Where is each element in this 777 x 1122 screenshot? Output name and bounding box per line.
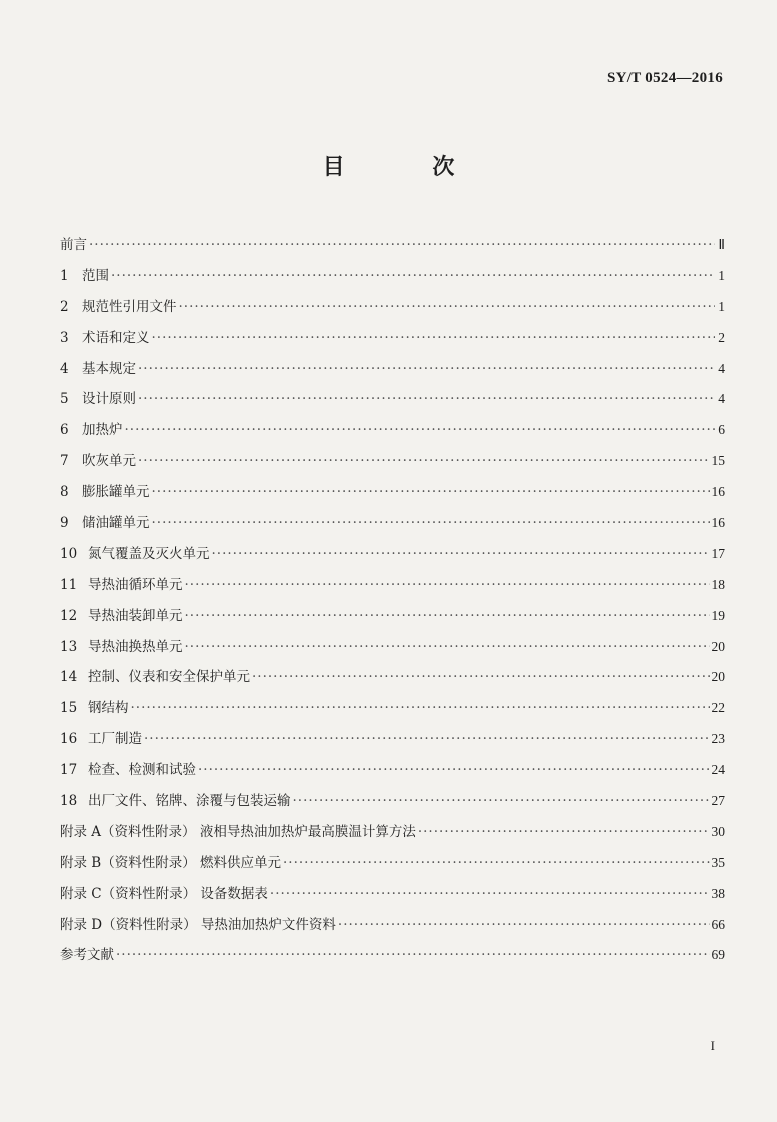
dot-leader (89, 237, 715, 253)
toc-entry-page: 20 (711, 638, 725, 654)
toc-entry-page: 1 (718, 267, 725, 283)
toc-entry-label: 术语和定义 (82, 329, 150, 346)
toc-entry[interactable] (60, 913, 725, 944)
toc-entry-number: 16 (60, 731, 78, 748)
dot-leader (179, 299, 716, 315)
toc-entry[interactable] (60, 789, 725, 820)
dot-leader (144, 731, 710, 747)
toc-entry-number: 7 (60, 453, 69, 470)
toc-entry[interactable] (60, 449, 725, 480)
toc-entry-label: 导热油循环单元 (88, 576, 183, 593)
toc-entry-label: 加热炉 (82, 422, 123, 439)
dot-leader (198, 762, 710, 778)
toc-entry-label: 钢结构 (88, 700, 129, 717)
toc-entry-label: 氮气覆盖及灭火单元 (88, 545, 210, 562)
toc-entry-page: 38 (711, 885, 725, 901)
toc-entry[interactable] (60, 665, 725, 696)
toc-entry-label: 膨胀罐单元 (82, 484, 150, 501)
toc-entry[interactable] (60, 326, 725, 357)
dot-leader (212, 546, 710, 562)
dot-leader (138, 453, 710, 469)
toc-entry-page: 18 (711, 576, 725, 592)
toc-entry-label: 检查、检测和试验 (88, 762, 196, 779)
dot-leader (270, 886, 710, 902)
dot-leader (185, 639, 710, 655)
toc-entry[interactable] (60, 758, 725, 789)
dot-leader (283, 855, 709, 871)
dot-leader (116, 947, 710, 963)
toc-entry-page: 4 (718, 360, 725, 376)
toc-entry[interactable] (60, 635, 725, 666)
toc-entry[interactable] (60, 573, 725, 604)
toc-entry[interactable] (60, 851, 725, 882)
toc-entry-page: 27 (711, 793, 725, 809)
toc-entry-page: 16 (711, 484, 725, 500)
dot-leader (338, 917, 710, 933)
toc-entry-page: 69 (711, 947, 725, 963)
toc-entry-label: 附录 A（资料性附录） 液相导热油加热炉最高膜温计算方法 (60, 823, 416, 840)
dot-leader (138, 361, 715, 377)
toc-entry-label: 附录 B（资料性附录） 燃料供应单元 (60, 854, 282, 871)
toc-entry-label: 附录 C（资料性附录） 设备数据表 (60, 885, 268, 902)
toc-entry-number: 17 (60, 762, 78, 779)
toc-entry[interactable] (60, 943, 725, 974)
dot-leader (125, 422, 716, 438)
dot-leader (131, 700, 710, 716)
toc-entry-label: 工厂制造 (88, 731, 142, 748)
dot-leader (293, 793, 710, 809)
dot-leader (138, 391, 715, 407)
toc-entry-label: 导热油换热单元 (88, 638, 183, 655)
toc-entry[interactable] (60, 480, 725, 511)
toc-entry-label: 吹灰单元 (82, 453, 136, 470)
toc-entry-number: 5 (60, 391, 69, 408)
toc-entry-number: 15 (60, 700, 78, 717)
toc-entry-number: 12 (60, 607, 78, 624)
toc-entry-page: 22 (711, 700, 725, 716)
page-title: 目 次 (322, 154, 495, 180)
toc-entry[interactable] (60, 696, 725, 727)
toc-entry-page: 15 (711, 453, 725, 469)
dot-leader (152, 515, 710, 531)
toc-entry-label: 出厂文件、铭牌、涂覆与包装运输 (88, 793, 291, 810)
toc-entry-page: 35 (711, 854, 725, 870)
toc-entry[interactable] (60, 387, 725, 418)
toc-entry-number: 14 (60, 669, 78, 686)
toc-entry-label: 规范性引用文件 (82, 298, 177, 315)
toc-entry-number: 3 (60, 329, 69, 346)
toc-entry-label: 范围 (82, 267, 109, 284)
dot-leader (111, 268, 715, 284)
toc-entry-page: 19 (711, 607, 725, 623)
dot-leader (185, 608, 710, 624)
standard-code: SY/T 0524—2016 (606, 70, 723, 86)
toc-entry[interactable] (60, 295, 725, 326)
toc-entry-page: 1 (718, 298, 725, 314)
table-of-contents (60, 233, 725, 974)
toc-entry-page: 23 (711, 731, 725, 747)
toc-entry-label: 控制、仪表和安全保护单元 (88, 669, 250, 686)
toc-entry-number: 9 (60, 515, 69, 532)
dot-leader (252, 669, 710, 685)
dot-leader (152, 484, 710, 500)
toc-entry-number: 6 (60, 422, 69, 439)
toc-entry[interactable] (60, 727, 725, 758)
toc-entry-page: 66 (711, 916, 725, 932)
toc-entry-page: 4 (718, 391, 725, 407)
toc-entry[interactable] (60, 820, 725, 851)
toc-entry-number: 18 (60, 793, 78, 810)
toc-entry-number: 4 (60, 360, 69, 377)
toc-entry[interactable] (60, 233, 725, 264)
toc-entry-label: 前言 (60, 237, 87, 253)
toc-entry[interactable] (60, 357, 725, 388)
page-number: I (710, 1038, 715, 1053)
toc-entry-page: 2 (718, 329, 725, 345)
toc-entry-page: 20 (711, 669, 725, 685)
toc-entry-page: 16 (711, 515, 725, 531)
toc-entry[interactable] (60, 511, 725, 542)
toc-entry-label: 参考文献 (60, 947, 114, 964)
toc-entry[interactable] (60, 264, 725, 295)
toc-entry-label: 储油罐单元 (82, 515, 150, 532)
toc-entry-label: 导热油装卸单元 (88, 607, 183, 624)
toc-entry[interactable] (60, 604, 725, 635)
toc-entry-page: 17 (711, 545, 725, 561)
toc-entry-page: Ⅱ (718, 237, 725, 252)
dot-leader (418, 824, 710, 840)
toc-entry-page: 6 (718, 422, 725, 438)
dot-leader (152, 330, 716, 346)
toc-entry-page: 24 (711, 762, 725, 778)
dot-leader (185, 577, 710, 593)
toc-entry[interactable] (60, 882, 725, 913)
toc-entry-page: 30 (711, 823, 725, 839)
toc-entry-label: 基本规定 (82, 360, 136, 377)
toc-entry-number: 8 (60, 484, 69, 501)
toc-entry-number: 13 (60, 638, 78, 655)
toc-entry-label: 附录 D（资料性附录） 导热油加热炉文件资料 (60, 916, 336, 933)
toc-entry-number: 1 (60, 267, 69, 284)
toc-entry-number: 10 (60, 545, 78, 562)
toc-entry-label: 设计原则 (82, 391, 136, 408)
toc-entry-number: 11 (60, 576, 78, 593)
toc-entry-number: 2 (60, 298, 69, 315)
toc-entry[interactable] (60, 542, 725, 573)
toc-entry[interactable] (60, 418, 725, 449)
